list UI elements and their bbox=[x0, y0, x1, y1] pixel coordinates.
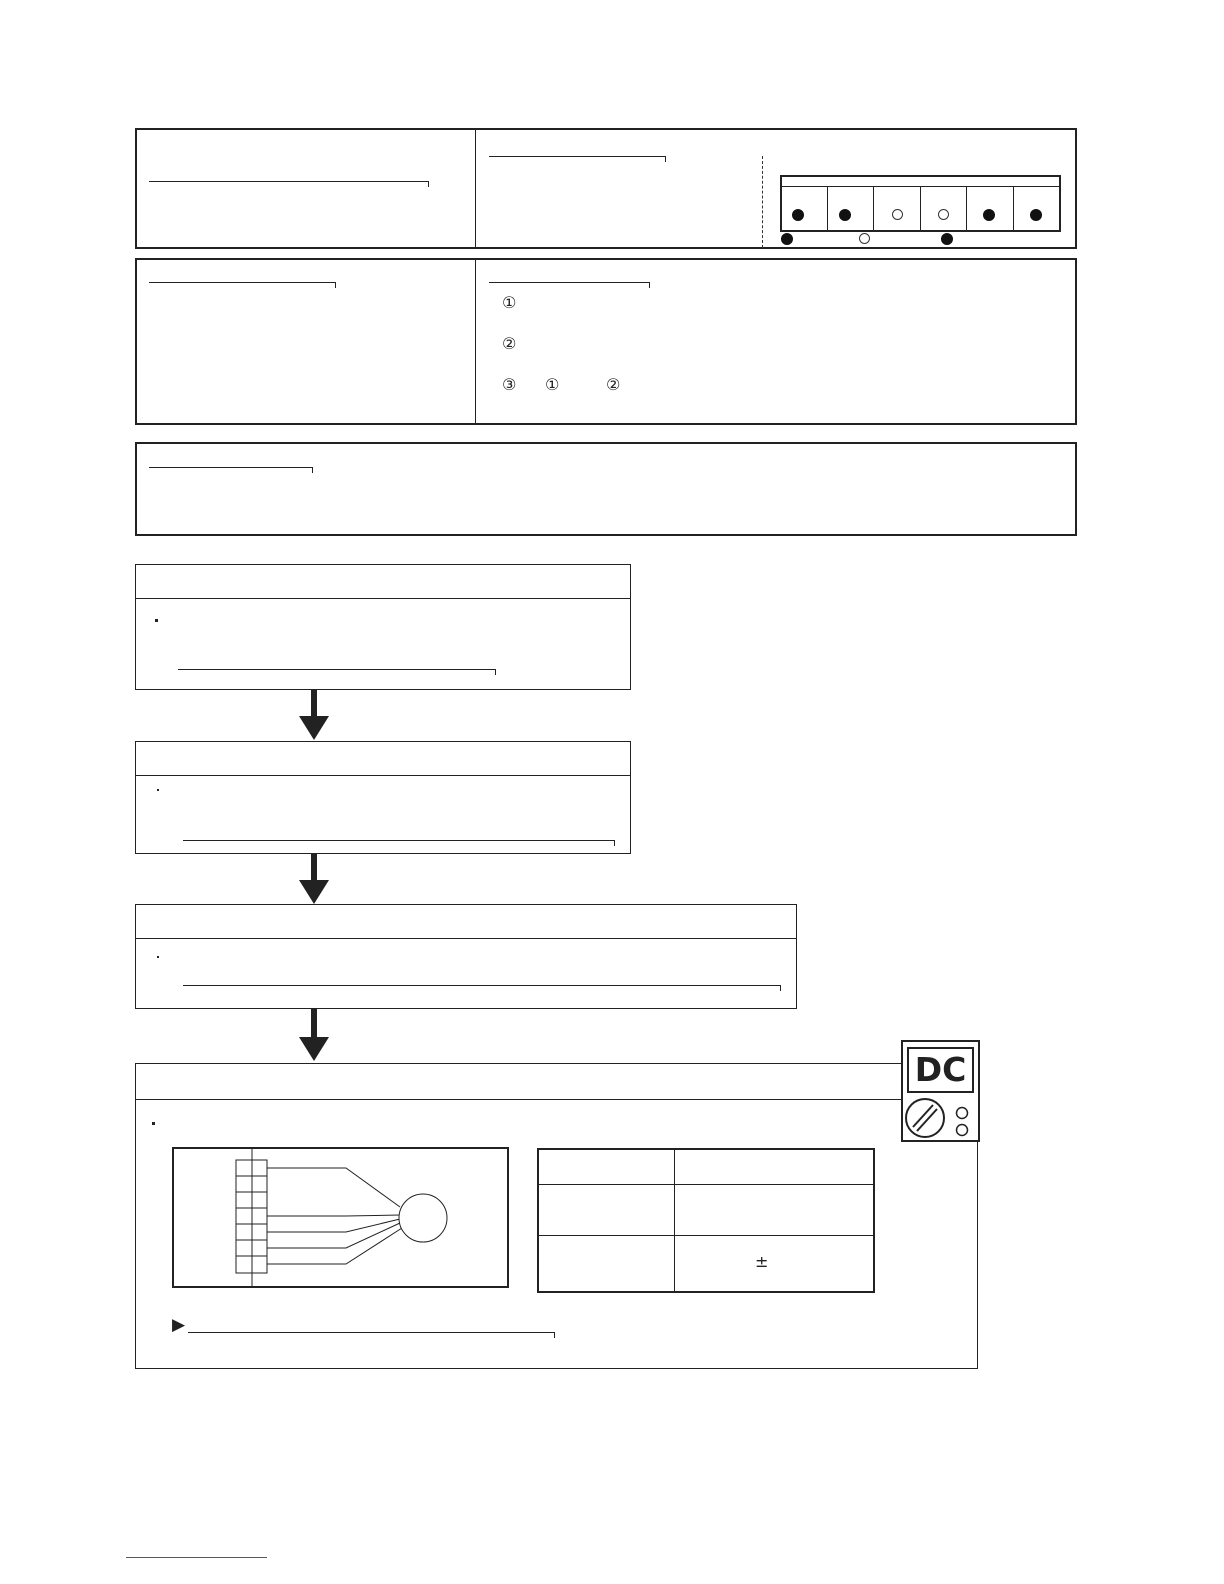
legend-led-blink bbox=[941, 233, 953, 245]
led-indicator-on bbox=[792, 209, 804, 221]
redacted-heading-line bbox=[149, 282, 336, 288]
led-indicator-off bbox=[892, 209, 903, 220]
motor-wiring-diagram bbox=[174, 1149, 507, 1286]
down-arrow bbox=[299, 1009, 329, 1061]
redacted-text-line bbox=[178, 669, 496, 675]
redacted-heading-line bbox=[489, 156, 666, 162]
meter-dial-icon bbox=[904, 1097, 979, 1141]
motor-icon bbox=[399, 1194, 447, 1242]
flow-step-1-header-rule bbox=[136, 598, 630, 599]
led-indicator-on bbox=[1030, 209, 1042, 221]
step-marker: ① bbox=[502, 293, 517, 312]
led-indicator-on bbox=[983, 209, 995, 221]
footer-link-line bbox=[126, 1557, 267, 1558]
flow-step-2-header-rule bbox=[136, 775, 630, 776]
indicator-col-divider bbox=[827, 187, 828, 231]
flow-step-3-header-rule bbox=[136, 938, 796, 939]
bullet bbox=[157, 789, 159, 791]
flow-step-3 bbox=[135, 904, 797, 1009]
info-box-top-divider bbox=[475, 129, 476, 248]
dashed-separator bbox=[762, 156, 763, 248]
triangle-marker-icon: ▶ bbox=[172, 1315, 186, 1335]
procedure-box-divider bbox=[475, 259, 476, 424]
note-box bbox=[135, 442, 1077, 536]
measurement-table bbox=[537, 1148, 875, 1293]
indicator-col-divider bbox=[873, 187, 874, 231]
step-marker: ② bbox=[502, 334, 517, 353]
redacted-text-line bbox=[183, 840, 615, 846]
legend-led-off bbox=[859, 233, 870, 244]
led-indicator-on bbox=[839, 209, 851, 221]
meter-label: DC bbox=[914, 1050, 967, 1089]
bullet bbox=[157, 956, 159, 958]
table-column-divider bbox=[674, 1150, 675, 1291]
step-marker: ③ bbox=[502, 375, 517, 394]
indicator-col-divider bbox=[966, 187, 967, 231]
multimeter-icon bbox=[901, 1040, 980, 1142]
step-marker: ① bbox=[545, 375, 560, 394]
bullet bbox=[155, 619, 158, 622]
meter-display bbox=[907, 1047, 974, 1093]
indicator-col-divider bbox=[920, 187, 921, 231]
table-rule bbox=[539, 1235, 873, 1236]
redacted-text-line bbox=[188, 1332, 555, 1338]
redacted-heading-line bbox=[149, 181, 429, 187]
flow-step-4-header-rule bbox=[136, 1099, 902, 1100]
down-arrow bbox=[299, 854, 329, 904]
tolerance-symbol: ± bbox=[755, 1252, 769, 1271]
step-marker: ② bbox=[606, 375, 621, 394]
indicator-col-divider bbox=[1013, 187, 1014, 231]
redacted-heading-line bbox=[489, 282, 650, 288]
table-rule bbox=[539, 1184, 873, 1185]
legend-led-on bbox=[781, 233, 793, 245]
flow-step-2 bbox=[135, 741, 631, 854]
led-indicator-off bbox=[938, 209, 949, 220]
redacted-heading-line bbox=[149, 467, 313, 473]
down-arrow bbox=[299, 690, 329, 740]
redacted-text-line bbox=[183, 985, 781, 991]
bullet bbox=[152, 1122, 155, 1125]
